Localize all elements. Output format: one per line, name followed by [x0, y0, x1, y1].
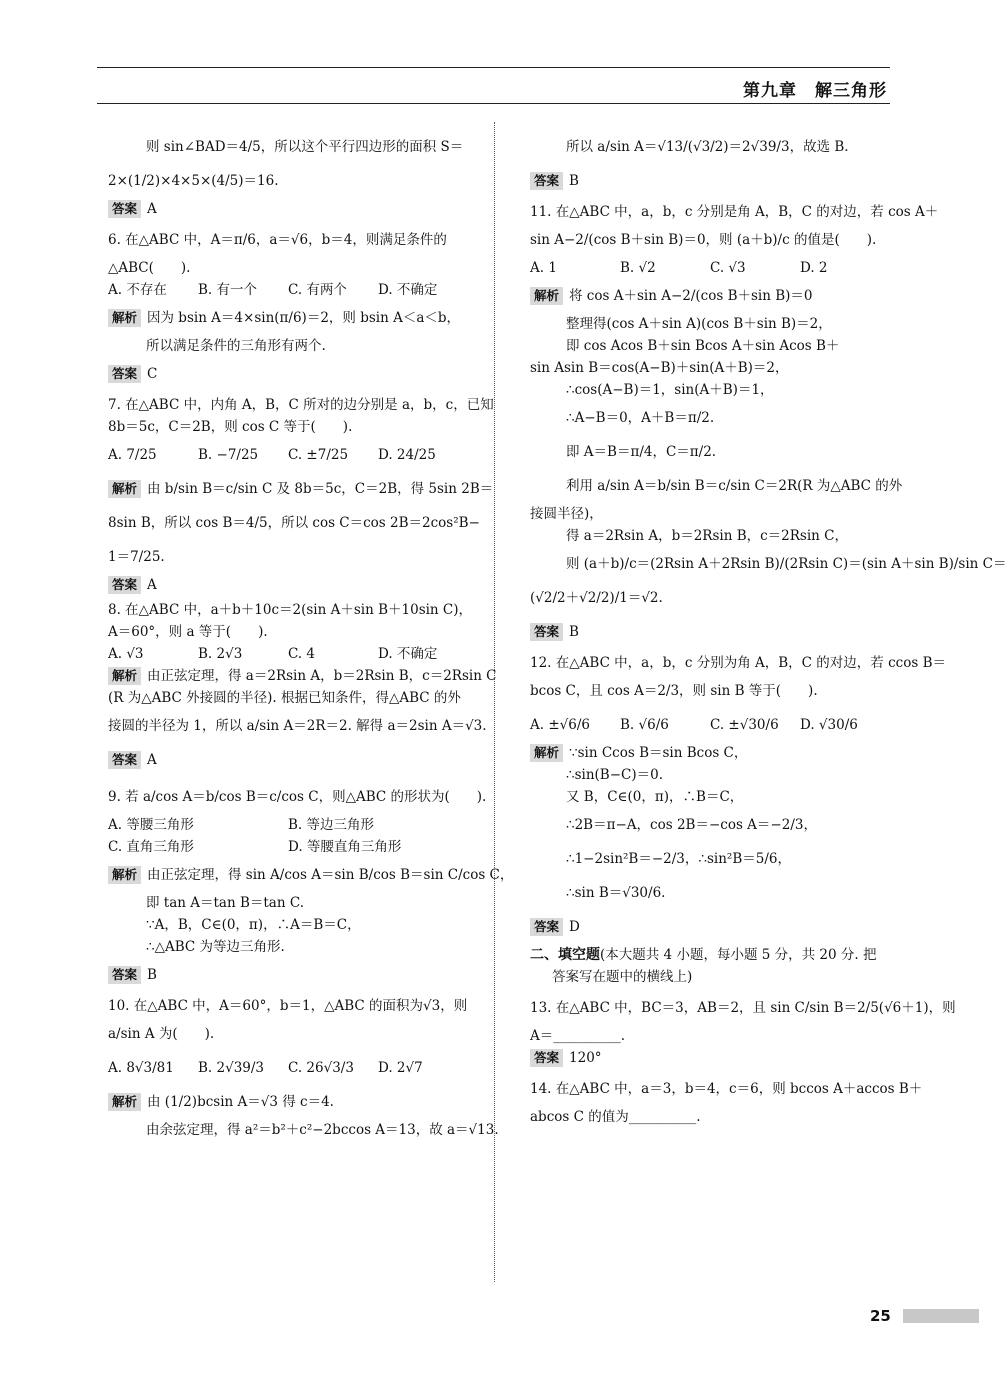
- right-column: [530, 130, 1006, 1128]
- text-line: [108, 540, 480, 574]
- line-text: 即 A＝B＝π/4，C＝π/2.: [566, 444, 717, 460]
- answer-option: A. 不存在: [108, 282, 167, 298]
- answer-option: C. ±7/25: [288, 447, 349, 463]
- line-text: 7. 在△ABC 中，内角 A，B，C 所对的边分别是 a，b，c，已知: [108, 397, 494, 413]
- text-line: [530, 201, 939, 223]
- line-text: 2×(1/2)×4×5×(4/5)＝16.: [108, 173, 279, 189]
- answer-options: [108, 643, 480, 665]
- line-text: abcos C 的值为__________.: [530, 1109, 701, 1125]
- answer-option: A. 等腰三角形: [108, 817, 194, 833]
- answer-options: [108, 1051, 480, 1085]
- line-text: 6. 在△ABC 中，A＝π/6，a＝√6，b＝4，则满足条件的: [108, 232, 447, 248]
- answer-option: D. 不确定: [378, 282, 438, 298]
- line-text: ∴1−2sin²B＝−2/3，∴sin²B＝5/6，: [566, 851, 791, 867]
- answer-option: D. 不确定: [378, 646, 438, 662]
- text-line: [530, 547, 1006, 581]
- answer-option: C. 4: [288, 646, 316, 662]
- text-line: [108, 335, 480, 357]
- answer-option: C. ±√30/6: [710, 717, 779, 733]
- text-line: [530, 674, 895, 708]
- line-text: A＝60°，则 a 等于( ).: [108, 624, 268, 640]
- text-line: [530, 335, 895, 357]
- text-line: [108, 621, 480, 643]
- chapter-title: 第九章 解三角形: [743, 81, 887, 101]
- line-text: 则 sin∠BAD＝4/5，所以这个平行四边形的面积 S＝: [146, 139, 464, 155]
- line-text: A＝__________.: [530, 1028, 626, 1044]
- solution-line: [108, 472, 494, 506]
- line-text: ∴cos(A−B)＝1，sin(A＋B)＝1，: [566, 382, 774, 398]
- line-text: (√2/2＋√2/2)/1＝√2.: [530, 590, 663, 606]
- line-text: 将 cos A＋sin A−2/(cos B＋sin B)＝0: [569, 288, 813, 304]
- text-line: [530, 379, 895, 401]
- text-line: [530, 876, 895, 910]
- text-line: [530, 652, 946, 674]
- answer-option: C. 有两个: [288, 282, 347, 298]
- text-line: [108, 130, 480, 164]
- answer-options: [530, 708, 895, 742]
- answer-options: [108, 279, 480, 301]
- answer-option: B. 有一个: [198, 282, 258, 298]
- header-rule-top: [97, 67, 890, 68]
- text-line: [530, 581, 895, 615]
- line-text: ∴sin B＝√30/6.: [566, 885, 666, 901]
- section-title: 二、填空题: [530, 947, 600, 963]
- line-text: 利用 a/sin A＝b/sin B＝c/sin C＝2R(R 为△ABC 的外: [566, 478, 903, 494]
- answer-option: B. 等边三角形: [288, 817, 375, 833]
- solution-line: [530, 742, 895, 764]
- line-text: C: [147, 366, 158, 382]
- text-line: [530, 503, 895, 525]
- line-text: A: [147, 752, 157, 768]
- answer-option: D. 等腰直角三角形: [288, 839, 402, 855]
- solution-line: [108, 1085, 480, 1119]
- line-text: 8. 在△ABC 中，a＋b＋10c＝2(sin A＋sin B＋10sin C)，: [108, 602, 473, 618]
- solution-label: 解析: [530, 287, 563, 305]
- answer-option: C. √3: [710, 260, 746, 276]
- answer-line: [108, 357, 480, 391]
- answer-options: [108, 438, 480, 472]
- answer-line: [108, 574, 480, 596]
- line-text: 8b＝5c，C＝2B，则 cos C 等于( ).: [108, 419, 353, 435]
- answer-option: D. √30/6: [800, 717, 858, 733]
- answer-options: [108, 814, 480, 836]
- answer-label: 答案: [108, 751, 141, 769]
- solution-line: [108, 301, 480, 335]
- line-text: 12. 在△ABC 中，a，b，c 分别为角 A，B，C 的对边，若 ccos B＝: [530, 655, 946, 671]
- line-text: D: [569, 919, 580, 935]
- text-line: [530, 401, 895, 435]
- solution-label: 解析: [108, 309, 141, 327]
- text-line: [530, 1106, 895, 1128]
- answer-option: A. √3: [108, 646, 144, 662]
- answer-options: [108, 836, 480, 858]
- answer-option: D. 2: [800, 260, 828, 276]
- text-line: [530, 435, 895, 469]
- text-line: [108, 936, 480, 958]
- answer-line: [108, 743, 480, 777]
- line-text: ∴2B＝π−A，cos 2B＝−cos A＝−2/3，: [566, 817, 817, 833]
- answer-line: [108, 198, 480, 220]
- line-text: B: [569, 173, 579, 189]
- text-line: [530, 1072, 923, 1106]
- line-text: 则 (a＋b)/c＝(2Rsin A＋2Rsin B)/(2Rsin C)＝(sin A＋sin B)/sin C＝: [566, 556, 1006, 572]
- answer-option: A. ±√6/6: [530, 717, 590, 733]
- answer-label: 答案: [108, 200, 141, 218]
- answer-option: A. 8√3/81: [108, 1060, 174, 1076]
- answer-label: 答案: [530, 918, 563, 936]
- text-line: [108, 995, 480, 1017]
- line-text: A: [147, 201, 157, 217]
- answer-label: 答案: [530, 623, 563, 641]
- answer-line: [530, 910, 895, 944]
- line-text: ∵sin Ccos B＝sin Bcos C，: [569, 745, 748, 761]
- line-text: A: [147, 577, 157, 593]
- page-number: 25: [870, 1307, 891, 1325]
- answer-line: [530, 1047, 895, 1069]
- answer-line: [530, 164, 895, 198]
- line-text: 1＝7/25.: [108, 549, 165, 565]
- text-line: [108, 914, 480, 936]
- line-text: 由正弦定理，得 sin A/cos A＝sin B/cos B＝sin C/cos C，: [147, 867, 514, 883]
- solution-line: [108, 665, 497, 687]
- answer-label: 答案: [108, 365, 141, 383]
- line-text: 由正弦定理，得 a＝2Rsin A，b＝2Rsin B，c＝2Rsin C: [147, 668, 497, 684]
- line-text: 接圆的半径为 1，所以 a/sin A＝2R＝2. 解得 a＝2sin A＝√3.: [108, 718, 487, 734]
- text-line: [108, 416, 480, 438]
- line-text: bcos C，且 cos A＝2/3，则 sin B 等于( ).: [530, 683, 818, 699]
- line-text: 由 (1/2)bcsin A＝√3 得 c＝4.: [147, 1094, 334, 1110]
- section-heading: [530, 944, 895, 966]
- line-text: sin Asin B＝cos(A−B)＋sin(A＋B)＝2，: [530, 360, 789, 376]
- answer-option: B. 2√39/3: [198, 1060, 265, 1076]
- solution-line: [530, 279, 895, 313]
- text-line: [108, 599, 480, 621]
- text-line: [530, 808, 895, 842]
- answer-option: B. 2√3: [198, 646, 243, 662]
- text-line: [530, 842, 895, 876]
- answer-label: 答案: [108, 966, 141, 984]
- answer-line: [108, 958, 480, 992]
- answer-option: C. 直角三角形: [108, 839, 194, 855]
- line-text: B: [569, 624, 579, 640]
- header-rule-bottom: [97, 103, 890, 104]
- text-line: [530, 357, 895, 379]
- text-line: [530, 313, 895, 335]
- line-text: (R 为△ABC 外接圆的半径). 根据已知条件，得△ABC 的外: [108, 690, 461, 706]
- answer-option: C. 26√3/3: [288, 1060, 354, 1076]
- line-text: 所以满足条件的三角形有两个.: [146, 338, 326, 354]
- text-line: [108, 164, 480, 198]
- answer-options: [530, 257, 895, 279]
- column-divider: [494, 122, 495, 1282]
- line-text: ∴sin(B−C)＝0.: [566, 767, 664, 783]
- line-text: 整理得(cos A＋sin A)(cos B＋sin B)＝2，: [566, 316, 832, 332]
- text-line: [530, 991, 956, 1025]
- answer-option: A. 7/25: [108, 447, 157, 463]
- text-line: [108, 687, 480, 709]
- line-text: 即 tan A＝tan B＝tan C.: [146, 895, 304, 911]
- text-line: [530, 966, 895, 988]
- line-text: 13. 在△ABC 中，BC＝3，AB＝2，且 sin C/sin B＝2/5(√6＋1)，则: [530, 1000, 956, 1016]
- answer-option: B. √6/6: [620, 717, 669, 733]
- line-text: (本大题共 4 小题，每小题 5 分，共 20 分. 把: [600, 947, 877, 963]
- text-line: [108, 709, 487, 743]
- answer-line: [530, 615, 895, 649]
- line-text: ∴△ABC 为等边三角形.: [146, 939, 285, 955]
- text-line: [108, 223, 480, 257]
- solution-label: 解析: [108, 480, 141, 498]
- line-text: 又 B，C∈(0，π)，∴B＝C，: [566, 789, 744, 805]
- line-text: 接圆半径)，: [530, 506, 603, 522]
- line-text: 所以 a/sin A＝√13/(√3/2)＝2√39/3，故选 B.: [566, 139, 849, 155]
- left-column: [108, 130, 514, 1141]
- line-text: ∴A−B＝0，A＋B＝π/2.: [566, 410, 715, 426]
- answer-option: D. 24/25: [378, 447, 436, 463]
- solution-label: 解析: [108, 866, 141, 884]
- text-line: [108, 1119, 499, 1141]
- answer-label: 答案: [530, 1049, 563, 1067]
- line-text: 9. 若 a/cos A＝b/cos B＝c/cos C，则△ABC 的形状为( ).: [108, 789, 487, 805]
- line-text: 14. 在△ABC 中，a＝3，b＝4，c＝6，则 bccos A＋accos B＋: [530, 1081, 923, 1097]
- line-text: 得 a＝2Rsin A，b＝2Rsin B，c＝2Rsin C，: [566, 528, 848, 544]
- line-text: △ABC( ).: [108, 260, 191, 276]
- line-text: 11. 在△ABC 中，a，b，c 分别是角 A，B，C 的对边，若 cos A＋: [530, 204, 939, 220]
- line-text: 答案写在题中的横线上): [552, 969, 693, 985]
- solution-label: 解析: [108, 1093, 141, 1111]
- page-number-bar: [903, 1309, 979, 1323]
- text-line: [530, 525, 895, 547]
- answer-label: 答案: [530, 172, 563, 190]
- line-text: 即 cos Acos B＋sin Bcos A＋sin Acos B＋: [566, 338, 840, 354]
- line-text: B: [147, 967, 157, 983]
- text-line: [530, 786, 895, 808]
- line-text: 120°: [569, 1050, 602, 1066]
- text-line: [530, 764, 895, 786]
- text-line: [530, 223, 895, 257]
- text-line: [530, 469, 903, 503]
- text-line: [108, 506, 480, 540]
- answer-label: 答案: [108, 576, 141, 594]
- text-line: [108, 780, 487, 814]
- answer-option: B. √2: [620, 260, 656, 276]
- line-text: ∵A，B，C∈(0，π)，∴A＝B＝C，: [146, 917, 361, 933]
- answer-option: B. −7/25: [198, 447, 259, 463]
- text-line: [108, 892, 480, 914]
- line-text: 由余弦定理，得 a²＝b²＋c²−2bccos A＝13，故 a＝√13.: [146, 1122, 499, 1138]
- solution-label: 解析: [108, 667, 141, 685]
- solution-line: [108, 858, 514, 892]
- answer-option: D. 2√7: [378, 1060, 423, 1076]
- line-text: 因为 bsin A＝4×sin(π/6)＝2，则 bsin A＜a＜b，: [147, 310, 461, 326]
- text-line: [108, 257, 480, 279]
- solution-label: 解析: [530, 744, 563, 762]
- text-line: [530, 1025, 895, 1047]
- line-text: 8sin B，所以 cos B＝4/5，所以 cos C＝cos 2B＝2cos²B−: [108, 515, 480, 531]
- line-text: 由 b/sin B＝c/sin C 及 8b＝5c，C＝2B，得 5sin 2B＝: [147, 481, 494, 497]
- line-text: 10. 在△ABC 中，A＝60°，b＝1，△ABC 的面积为√3，则: [108, 998, 468, 1014]
- text-line: [530, 130, 895, 164]
- answer-option: A. 1: [530, 260, 557, 276]
- text-line: [108, 394, 494, 416]
- line-text: a/sin A 为( ).: [108, 1026, 215, 1042]
- line-text: sin A−2/(cos B＋sin B)＝0，则 (a＋b)/c 的值是( ).: [530, 232, 877, 248]
- text-line: [108, 1017, 480, 1051]
